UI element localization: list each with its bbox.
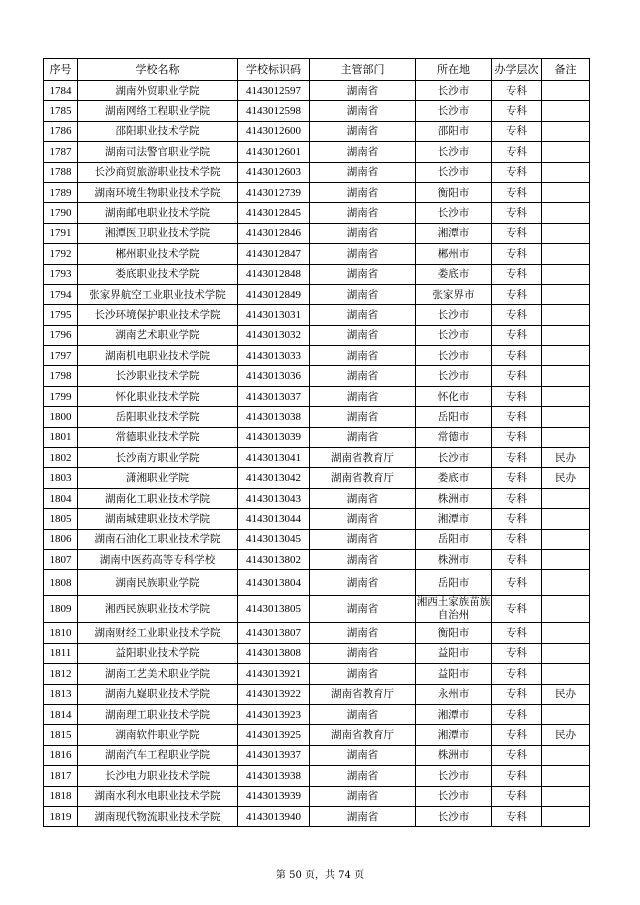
level-cell: 专科 [492, 786, 542, 806]
department-cell: 湖南省 [310, 223, 416, 243]
remarks-cell [542, 244, 590, 264]
seq-cell: 1798 [44, 366, 78, 386]
location-cell: 益阳市 [416, 664, 492, 684]
location-cell: 长沙市 [416, 203, 492, 223]
department-cell: 湖南省 [310, 81, 416, 101]
table-row [44, 806, 590, 826]
table-row [44, 305, 590, 325]
seq-cell: 1801 [44, 427, 78, 447]
location-cell: 邵阳市 [416, 121, 492, 141]
remarks-cell [542, 664, 590, 684]
department-cell: 湖南省 [310, 529, 416, 549]
level-cell: 专科 [492, 121, 542, 141]
department-cell: 湖南省 [310, 786, 416, 806]
seq-cell: 1811 [44, 643, 78, 663]
school-code-cell: 4143013045 [238, 529, 310, 549]
table-row [44, 325, 590, 345]
table-row [44, 223, 590, 243]
location-cell: 长沙市 [416, 786, 492, 806]
school-name-cell: 湖南网络工程职业学院 [78, 101, 238, 121]
seq-cell: 1812 [44, 664, 78, 684]
seq-cell: 1805 [44, 509, 78, 529]
school-code-cell: 4143013939 [238, 786, 310, 806]
department-cell: 湖南省 [310, 509, 416, 529]
school-name-cell: 娄底职业技术学院 [78, 264, 238, 284]
school-code-cell: 4143013804 [238, 570, 310, 596]
seq-cell: 1815 [44, 725, 78, 745]
table-row [44, 570, 590, 596]
department-cell: 湖南省 [310, 549, 416, 569]
location-cell: 长沙市 [416, 142, 492, 162]
table-row [44, 684, 590, 704]
department-cell: 湖南省 [310, 244, 416, 264]
school-code-cell: 4143013032 [238, 325, 310, 345]
school-name-cell: 湖南环境生物职业技术学院 [78, 182, 238, 202]
school-name-cell: 湖南司法警官职业学院 [78, 142, 238, 162]
department-cell: 湖南省 [310, 346, 416, 366]
department-cell: 湖南省 [310, 386, 416, 406]
location-cell: 湘西土家族苗族自治州 [416, 596, 491, 622]
level-cell: 专科 [492, 643, 542, 663]
remarks-cell [542, 806, 590, 826]
level-cell: 专科 [492, 427, 542, 447]
department-cell: 湖南省 [310, 121, 416, 141]
seq-cell: 1795 [44, 305, 78, 325]
remarks-cell [542, 264, 590, 284]
remarks-cell [542, 142, 590, 162]
level-cell: 专科 [492, 305, 542, 325]
school-code-cell: 4143013038 [238, 407, 310, 427]
seq-cell: 1784 [44, 81, 78, 101]
location-cell: 株洲市 [416, 745, 492, 765]
level-cell: 专科 [492, 407, 542, 427]
level-cell: 专科 [492, 182, 542, 202]
table-row [44, 407, 590, 427]
school-name-cell: 长沙职业技术学院 [78, 366, 238, 386]
table-header-row [44, 59, 590, 81]
header-location: 所在地 [416, 59, 492, 81]
location-cell: 常德市 [416, 427, 492, 447]
department-cell: 湖南省 [310, 623, 416, 643]
level-cell: 专科 [492, 596, 542, 623]
school-name-cell: 长沙商贸旅游职业技术学院 [78, 162, 238, 182]
school-list-table [43, 58, 590, 827]
table-row [44, 386, 590, 406]
school-name-cell: 益阳职业技术学院 [78, 643, 238, 663]
table-row [44, 142, 590, 162]
table-row [44, 427, 590, 447]
level-cell: 专科 [492, 264, 542, 284]
location-cell: 长沙市 [416, 162, 492, 182]
location-cell: 长沙市 [416, 325, 492, 345]
school-code-cell: 4143012603 [238, 162, 310, 182]
seq-cell: 1787 [44, 142, 78, 162]
remarks-cell [542, 623, 590, 643]
school-name-cell: 湖南邮电职业技术学院 [78, 203, 238, 223]
location-cell: 郴州市 [416, 244, 492, 264]
table-row [44, 643, 590, 663]
location-cell: 怀化市 [416, 386, 492, 406]
department-cell: 湖南省 [310, 264, 416, 284]
remarks-cell [542, 745, 590, 765]
remarks-cell [542, 121, 590, 141]
department-cell: 湖南省教育厅 [310, 448, 416, 468]
seq-cell: 1809 [44, 596, 78, 623]
school-code-cell: 4143013036 [238, 366, 310, 386]
remarks-cell [542, 488, 590, 508]
table-row [44, 725, 590, 745]
school-code-cell: 4143013037 [238, 386, 310, 406]
seq-cell: 1799 [44, 386, 78, 406]
school-name-cell: 郴州职业技术学院 [78, 244, 238, 264]
table-row [44, 745, 590, 765]
table-row [44, 529, 590, 549]
department-cell: 湖南省 [310, 766, 416, 786]
school-name-cell: 湖南民族职业学院 [78, 570, 238, 596]
seq-cell: 1807 [44, 549, 78, 569]
table-row [44, 121, 590, 141]
level-cell: 专科 [492, 704, 542, 724]
school-name-cell: 湖南城建职业技术学院 [78, 509, 238, 529]
seq-cell: 1797 [44, 346, 78, 366]
location-cell: 株洲市 [416, 549, 492, 569]
department-cell: 湖南省 [310, 664, 416, 684]
header-school-name: 学校名称 [78, 59, 238, 81]
document-page [43, 58, 590, 827]
header-school-code: 学校标识码 [238, 59, 310, 81]
level-cell: 专科 [492, 623, 542, 643]
remarks-cell [542, 786, 590, 806]
level-cell: 专科 [492, 725, 542, 745]
table-row [44, 346, 590, 366]
department-cell: 湖南省教育厅 [310, 684, 416, 704]
department-cell: 湖南省 [310, 284, 416, 304]
level-cell: 专科 [492, 509, 542, 529]
department-cell: 湖南省 [310, 162, 416, 182]
remarks-cell [542, 305, 590, 325]
table-row [44, 81, 590, 101]
department-cell: 湖南省教育厅 [310, 468, 416, 488]
level-cell: 专科 [492, 223, 542, 243]
remarks-cell [542, 509, 590, 529]
remarks-cell [542, 570, 590, 596]
table-row [44, 468, 590, 488]
school-code-cell: 4143013940 [238, 806, 310, 826]
department-cell: 湖南省 [310, 366, 416, 386]
school-code-cell: 4143013922 [238, 684, 310, 704]
level-cell: 专科 [492, 448, 542, 468]
seq-cell: 1803 [44, 468, 78, 488]
table-row [44, 488, 590, 508]
school-code-cell: 4143012601 [238, 142, 310, 162]
seq-cell: 1786 [44, 121, 78, 141]
remarks-cell [542, 596, 590, 623]
level-cell: 专科 [492, 244, 542, 264]
school-code-cell: 4143013805 [238, 596, 310, 623]
table-row [44, 101, 590, 121]
level-cell: 专科 [492, 549, 542, 569]
department-cell: 湖南省 [310, 745, 416, 765]
department-cell: 湖南省 [310, 142, 416, 162]
school-code-cell: 4143013041 [238, 448, 310, 468]
school-name-cell: 湖南九嶷职业技术学院 [78, 684, 238, 704]
school-name-cell: 岳阳职业技术学院 [78, 407, 238, 427]
school-code-cell: 4143013808 [238, 643, 310, 663]
table-row [44, 264, 590, 284]
school-name-cell: 湖南水利水电职业技术学院 [78, 786, 238, 806]
location-cell: 湘潭市 [416, 509, 492, 529]
table-row [44, 664, 590, 684]
location-cell: 娄底市 [416, 264, 492, 284]
school-code-cell: 4143012846 [238, 223, 310, 243]
school-name-cell: 湖南外贸职业学院 [78, 81, 238, 101]
school-name-cell: 湖南软件职业学院 [78, 725, 238, 745]
remarks-cell [542, 284, 590, 304]
header-remarks: 备注 [542, 59, 590, 81]
school-code-cell: 4143012600 [238, 121, 310, 141]
location-cell: 岳阳市 [416, 407, 492, 427]
seq-cell: 1789 [44, 182, 78, 202]
level-cell: 专科 [492, 162, 542, 182]
school-name-cell: 湖南石油化工职业技术学院 [78, 529, 238, 549]
location-cell: 湘潭市 [416, 223, 492, 243]
department-cell: 湖南省 [310, 704, 416, 724]
school-name-cell: 张家界航空工业职业技术学院 [78, 284, 238, 304]
header-department: 主管部门 [310, 59, 416, 81]
seq-cell: 1813 [44, 684, 78, 704]
school-name-cell: 湘西民族职业技术学院 [78, 596, 238, 623]
remarks-cell [542, 223, 590, 243]
level-cell: 专科 [492, 81, 542, 101]
seq-cell: 1800 [44, 407, 78, 427]
level-cell: 专科 [492, 284, 542, 304]
level-cell: 专科 [492, 203, 542, 223]
seq-cell: 1790 [44, 203, 78, 223]
location-cell: 株洲市 [416, 488, 492, 508]
level-cell: 专科 [492, 101, 542, 121]
school-code-cell: 4143012848 [238, 264, 310, 284]
header-seq: 序号 [44, 59, 78, 81]
table-row [44, 203, 590, 223]
school-name-cell: 长沙南方职业学院 [78, 448, 238, 468]
location-cell: 湘潭市 [416, 725, 492, 745]
remarks-cell [542, 81, 590, 101]
school-name-cell: 怀化职业技术学院 [78, 386, 238, 406]
school-name-cell: 湖南现代物流职业技术学院 [78, 806, 238, 826]
department-cell: 湖南省 [310, 182, 416, 202]
remarks-cell [542, 203, 590, 223]
department-cell: 湖南省 [310, 570, 416, 596]
level-cell: 专科 [492, 142, 542, 162]
remarks-cell [542, 325, 590, 345]
school-code-cell: 4143013802 [238, 549, 310, 569]
table-row [44, 182, 590, 202]
school-code-cell: 4143013807 [238, 623, 310, 643]
location-cell: 长沙市 [416, 346, 492, 366]
level-cell: 专科 [492, 664, 542, 684]
department-cell: 湖南省 [310, 806, 416, 826]
seq-cell: 1816 [44, 745, 78, 765]
location-cell: 娄底市 [416, 468, 492, 488]
table-row [44, 704, 590, 724]
table-row [44, 786, 590, 806]
level-cell: 专科 [492, 766, 542, 786]
remarks-cell [542, 101, 590, 121]
seq-cell: 1806 [44, 529, 78, 549]
table-row [44, 766, 590, 786]
school-code-cell: 4143012597 [238, 81, 310, 101]
school-name-cell: 湖南机电职业技术学院 [78, 346, 238, 366]
remarks-cell [542, 407, 590, 427]
location-cell: 岳阳市 [416, 570, 492, 596]
school-name-cell: 湖南中医药高等专科学校 [78, 549, 238, 569]
location-cell: 张家界市 [416, 284, 492, 304]
seq-cell: 1785 [44, 101, 78, 121]
seq-cell: 1802 [44, 448, 78, 468]
department-cell: 湖南省 [310, 427, 416, 447]
school-name-cell: 湖南艺术职业学院 [78, 325, 238, 345]
seq-cell: 1819 [44, 806, 78, 826]
level-cell: 专科 [492, 488, 542, 508]
table-row [44, 366, 590, 386]
school-code-cell: 4143013925 [238, 725, 310, 745]
remarks-cell [542, 529, 590, 549]
school-name-cell: 湖南汽车工程职业学院 [78, 745, 238, 765]
seq-cell: 1804 [44, 488, 78, 508]
location-cell: 长沙市 [416, 305, 492, 325]
level-cell: 专科 [492, 570, 542, 596]
school-code-cell: 4143013938 [238, 766, 310, 786]
remarks-cell [542, 346, 590, 366]
school-name-cell: 长沙环境保护职业技术学院 [78, 305, 238, 325]
remarks-cell [542, 427, 590, 447]
department-cell: 湖南省 [310, 488, 416, 508]
school-code-cell: 4143013031 [238, 305, 310, 325]
school-name-cell: 长沙电力职业技术学院 [78, 766, 238, 786]
school-code-cell: 4143013923 [238, 704, 310, 724]
remarks-cell [542, 704, 590, 724]
seq-cell: 1788 [44, 162, 78, 182]
department-cell: 湖南省 [310, 325, 416, 345]
seq-cell: 1818 [44, 786, 78, 806]
school-code-cell: 4143012739 [238, 182, 310, 202]
school-code-cell: 4143012847 [238, 244, 310, 264]
school-code-cell: 4143012598 [238, 101, 310, 121]
seq-cell: 1810 [44, 623, 78, 643]
table-row [44, 596, 590, 623]
school-code-cell: 4143012845 [238, 203, 310, 223]
school-name-cell: 湖南化工职业技术学院 [78, 488, 238, 508]
remarks-cell: 民办 [542, 725, 590, 745]
level-cell: 专科 [492, 529, 542, 549]
department-cell: 湖南省 [310, 305, 416, 325]
seq-cell: 1796 [44, 325, 78, 345]
school-code-cell: 4143013042 [238, 468, 310, 488]
remarks-cell [542, 386, 590, 406]
seq-cell: 1794 [44, 284, 78, 304]
location-cell: 长沙市 [416, 366, 492, 386]
seq-cell: 1793 [44, 264, 78, 284]
level-cell: 专科 [492, 745, 542, 765]
school-name-cell: 邵阳职业技术学院 [78, 121, 238, 141]
page-footer: 第 50 页，共 74 页 [275, 870, 365, 881]
school-code-cell: 4143013937 [238, 745, 310, 765]
department-cell: 湖南省 [310, 596, 416, 623]
remarks-cell [542, 549, 590, 569]
seq-cell: 1808 [44, 570, 78, 596]
school-name-cell: 潇湘职业学院 [78, 468, 238, 488]
table-row [44, 623, 590, 643]
location-cell: 衡阳市 [416, 623, 492, 643]
school-name-cell: 湖南工艺美术职业学院 [78, 664, 238, 684]
table-row [44, 448, 590, 468]
location-cell: 长沙市 [416, 81, 492, 101]
school-code-cell: 4143013043 [238, 488, 310, 508]
remarks-cell [542, 766, 590, 786]
department-cell: 湖南省 [310, 203, 416, 223]
location-cell: 益阳市 [416, 643, 492, 663]
department-cell: 湖南省 [310, 101, 416, 121]
department-cell: 湖南省 [310, 407, 416, 427]
seq-cell: 1792 [44, 244, 78, 264]
level-cell: 专科 [492, 366, 542, 386]
seq-cell: 1791 [44, 223, 78, 243]
school-name-cell: 常德职业技术学院 [78, 427, 238, 447]
remarks-cell: 民办 [542, 468, 590, 488]
school-name-cell: 湖南理工职业技术学院 [78, 704, 238, 724]
table-row [44, 162, 590, 182]
remarks-cell [542, 182, 590, 202]
remarks-cell: 民办 [542, 448, 590, 468]
table-row [44, 284, 590, 304]
location-cell: 长沙市 [416, 101, 492, 121]
school-code-cell: 4143013033 [238, 346, 310, 366]
location-cell: 长沙市 [416, 448, 492, 468]
remarks-cell: 民办 [542, 684, 590, 704]
department-cell: 湖南省教育厅 [310, 725, 416, 745]
level-cell: 专科 [492, 806, 542, 826]
seq-cell: 1814 [44, 704, 78, 724]
level-cell: 专科 [492, 386, 542, 406]
remarks-cell [542, 162, 590, 182]
school-code-cell: 4143013044 [238, 509, 310, 529]
department-cell: 湖南省 [310, 643, 416, 663]
school-name-cell: 湖南财经工业职业技术学院 [78, 623, 238, 643]
location-cell: 长沙市 [416, 806, 492, 826]
level-cell: 专科 [492, 325, 542, 345]
school-code-cell: 4143013921 [238, 664, 310, 684]
location-cell: 衡阳市 [416, 182, 492, 202]
remarks-cell [542, 643, 590, 663]
location-cell: 湘潭市 [416, 704, 492, 724]
location-cell: 永州市 [416, 684, 492, 704]
level-cell: 专科 [492, 684, 542, 704]
level-cell: 专科 [492, 468, 542, 488]
table-row [44, 244, 590, 264]
location-cell: 岳阳市 [416, 529, 492, 549]
location-cell: 长沙市 [416, 766, 492, 786]
table-row [44, 509, 590, 529]
school-code-cell: 4143013039 [238, 427, 310, 447]
school-code-cell: 4143012849 [238, 284, 310, 304]
seq-cell: 1817 [44, 766, 78, 786]
header-level: 办学层次 [492, 59, 542, 81]
remarks-cell [542, 366, 590, 386]
table-row [44, 549, 590, 569]
level-cell: 专科 [492, 346, 542, 366]
school-name-cell: 湘潭医卫职业技术学院 [78, 223, 238, 243]
